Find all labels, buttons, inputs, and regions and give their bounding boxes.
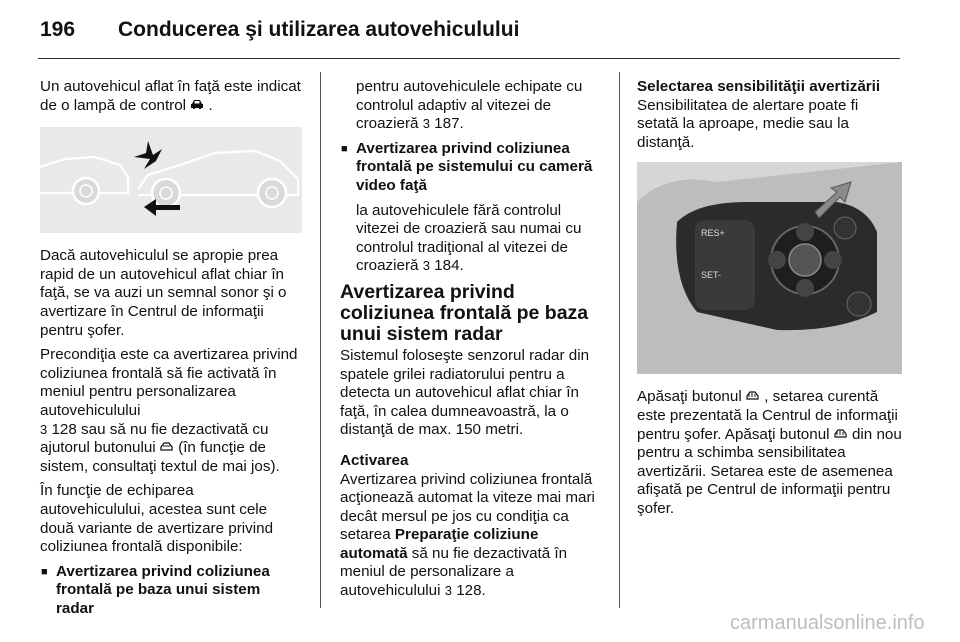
fcw-sensitivity-icon (834, 426, 852, 443)
car-control-lamp-icon (190, 97, 208, 114)
list-item: ■ Avertizarea privind coliziunea frontală pe baza unui sistem radar (41, 562, 270, 617)
column-1 (40, 78, 302, 624)
column-3 (637, 78, 902, 525)
watermark: carmanualsonline.info (730, 612, 925, 634)
paragraph: În funcţie de echiparea autovehiculului, acestea sunt cele două variante de avertizare privind coliziunea frontală disponibile: (40, 482, 274, 556)
paragraph: Dacă autovehiculul se apropie prea rapid de un autovehicul aflat chiar în faţă, se va auzi un semnal sonor şi o avertizare în Centrul de informaţii pentru şofer. (40, 247, 287, 339)
fcw-button-icon (160, 439, 178, 456)
impact-star-icon (134, 141, 162, 169)
paragraph: Un autovehicul aflat în faţă este indicat de o lampă de control . (40, 78, 301, 114)
section-heading: Avertizarea privind coliziunea frontală pe baza unui sistem radar (340, 280, 589, 345)
paragraph: pentru autovehiculele echipate cu controlul adaptiv al vitezei de croazieră 3 187. (356, 78, 583, 133)
collision-illustration (40, 127, 302, 233)
list-item: ■ Avertizarea privind coliziunea frontală pe sistemului cu cameră video faţă (341, 139, 593, 194)
fcw-sensitivity-icon (746, 388, 764, 405)
paragraph: Precondiţia este ca avertizarea privind coliziunea frontală să fie activată în meniul pentru personalizarea autovehiculului 3 128 sau să nu fie dezactivată cu ajutorul butonului (în funcţie de sistem, consultaţi textul de mai jos). (40, 346, 298, 475)
subsection-heading: Activarea (340, 451, 409, 469)
paragraph: Sensibilitatea de alertare poate fi setată la aproape, medie sau la distanţă. (637, 96, 859, 151)
paragraph: Avertizarea privind coliziunea frontală acţionează automat la viteze mai mari decât mersul pe jos cu condiţia ca setarea Preparaţie coliziune automată să nu fie dezactivată în meniul de personalizare a autovehiculului 3 128. (340, 470, 595, 600)
page-title: Conducerea şi utilizarea autovehiculului (118, 18, 520, 41)
page-ref-arrow-icon: 3 (422, 258, 430, 274)
paragraph: la autovehiculele fără controlul vitezei de croazieră sau numai cu controlul tradiţional al vitezei de croazieră 3 184. (356, 201, 582, 275)
page-number: 196 (40, 18, 76, 41)
bullet-icon: ■ (41, 565, 48, 578)
column-divider (320, 72, 321, 608)
section-heading: Selectarea sensibilităţii avertizării (637, 78, 881, 95)
page-ref-arrow-icon: 3 (40, 421, 48, 437)
paragraph: Apăsaţi butonul , setarea curentă este prezentată la Centrul de informaţii pentru şofer. Apăsaţi butonul din nou pentru a schimba sensibilitatea avertizării. Setarea este de asemenea afişată pe Centrul de informaţii pentru şofer. (637, 388, 902, 517)
steering-wheel-controls-image (637, 162, 902, 374)
page-ref-arrow-icon: 3 (422, 116, 430, 132)
res-button-label: RES+ (701, 228, 725, 239)
column-2 (340, 78, 603, 607)
page-header (38, 18, 900, 59)
page-ref-arrow-icon: 3 (444, 583, 452, 599)
paragraph: Sistemul foloseşte senzorul radar din spatele grilei radiatorului pentru a detecta un autovehicul aflat chiar în faţă, în calea dumneavoastră, la o distanţă de max. 150 metri. (340, 346, 590, 439)
bullet-icon: ■ (341, 142, 348, 155)
column-divider (619, 72, 620, 608)
set-button-label: SET- (701, 270, 722, 281)
